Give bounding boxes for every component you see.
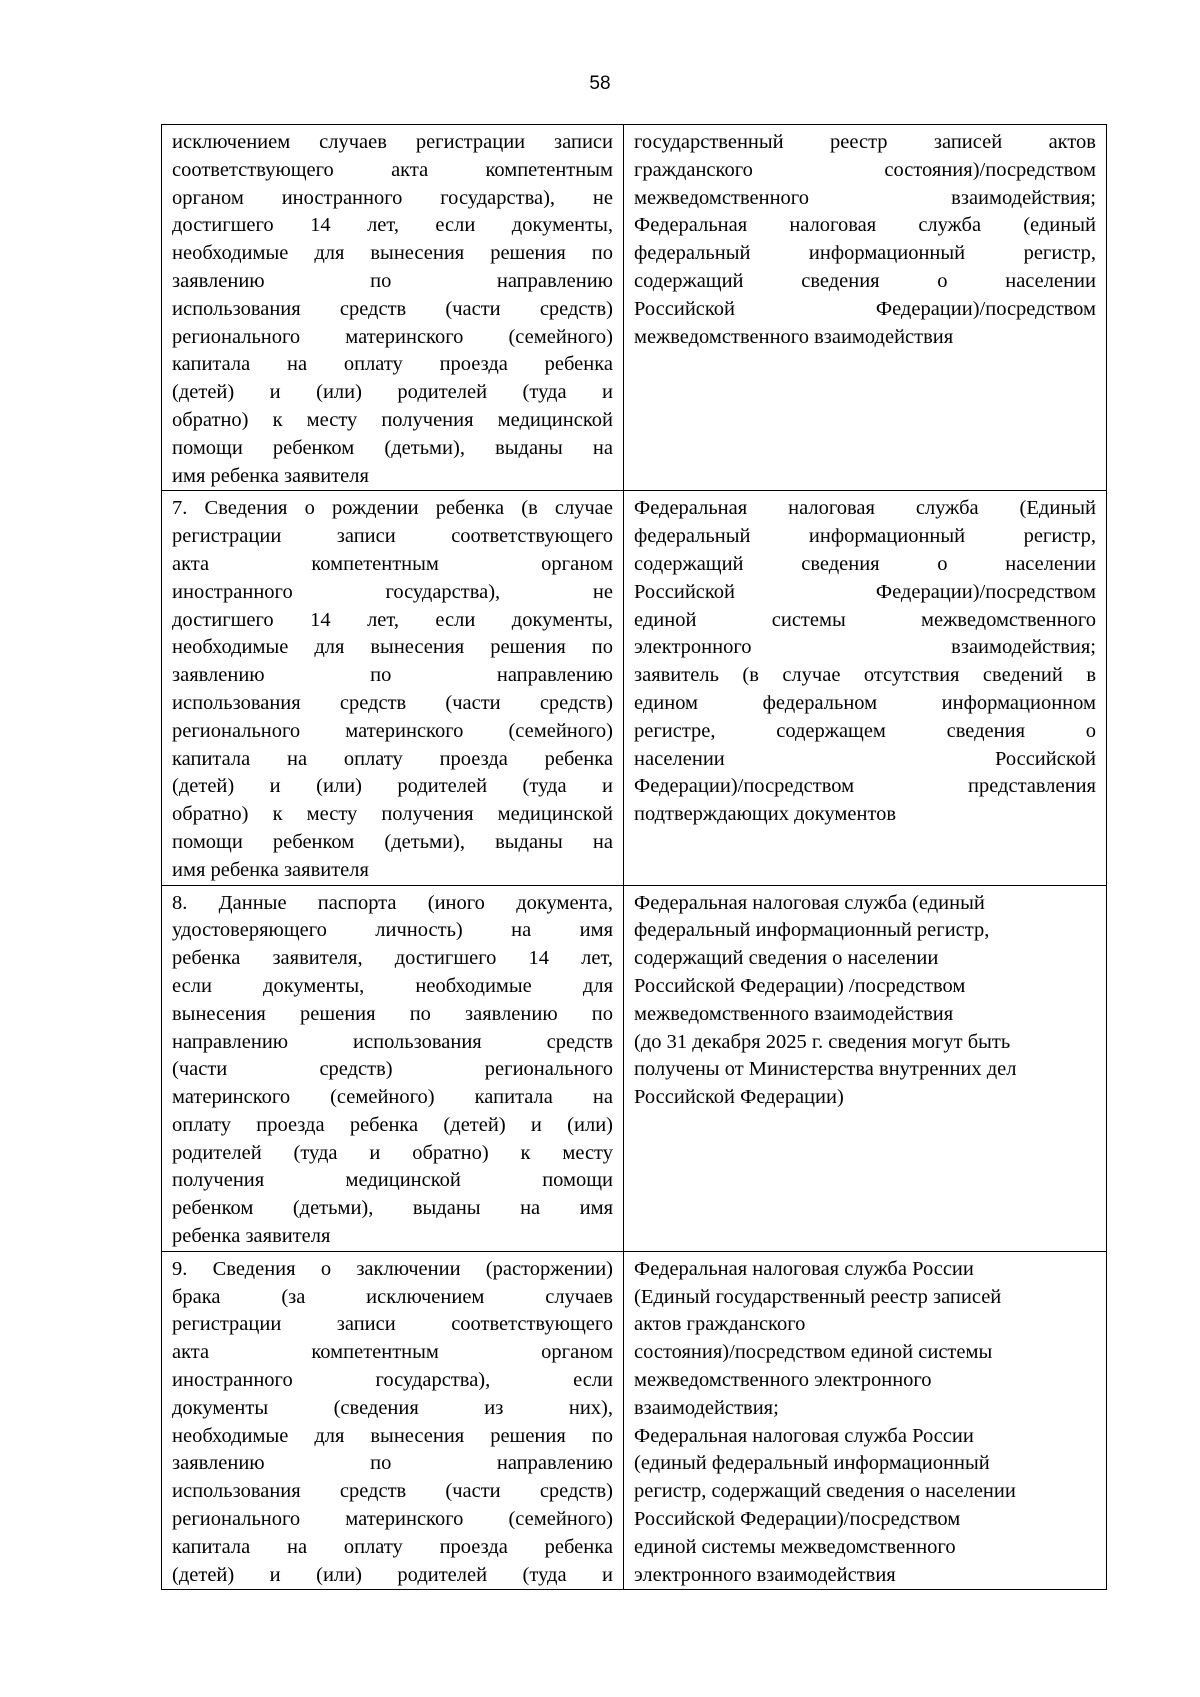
cell-text-line: (детей) и (или) родителей (туда и xyxy=(172,775,613,798)
cell-text-line: Российской Федерации)/посредством xyxy=(634,297,1096,320)
cell-text-line: Российской Федерации) xyxy=(634,1086,844,1109)
cell-text-line: необходимые для вынесения решения по xyxy=(172,242,613,265)
cell-text-line: федеральный информационный регистр, xyxy=(634,525,1096,548)
cell-text-line: получены от Министерства внутренних дел xyxy=(634,1058,1017,1081)
cell-text-line: (Единый государственный реестр записей xyxy=(634,1285,1002,1308)
cell-text-line: (детей) и (или) родителей (туда и xyxy=(172,1563,613,1586)
cell-text-line: заявлению по направлению xyxy=(172,1452,613,1475)
cell-text-line: заявлению по направлению xyxy=(172,664,613,687)
cell-text-line: использования средств (части средств) xyxy=(172,297,613,320)
cell-text-line: ребенка заявителя, достигшего 14 лет, xyxy=(172,947,613,970)
cell-text-line: органом иностранного государства), не xyxy=(172,186,613,209)
cell-text-line: помощи ребенком (детьми), выданы на xyxy=(172,436,613,459)
cell-text-line: документы (сведения из них), xyxy=(172,1396,613,1419)
cell-text-line: (единый федеральный информационный xyxy=(634,1452,990,1475)
document-description-cell xyxy=(162,885,624,1251)
cell-text-line: 8. Данные паспорта (иного документа, xyxy=(172,891,613,914)
requirements-table xyxy=(161,124,1107,1590)
cell-text-line: имя ребенка заявителя xyxy=(172,464,369,487)
cell-text-line: межведомственного взаимодействия; xyxy=(634,186,1096,209)
cell-text-line: капитала на оплату проезда ребенка xyxy=(172,747,613,770)
cell-text-line: брака (за исключением случаев xyxy=(172,1285,613,1308)
cell-text-line: родителей (туда и обратно) к месту xyxy=(172,1141,613,1164)
cell-text-line: материнского (семейного) капитала на xyxy=(172,1086,613,1109)
source-cell xyxy=(624,125,1107,491)
cell-text-line: единой системы межведомственного xyxy=(634,608,1096,631)
cell-text-line: содержащий сведения о населении xyxy=(634,269,1096,292)
cell-text-line: Российской Федерации)/посредством xyxy=(634,580,1096,603)
cell-text-line: (до 31 декабря 2025 г. сведения могут быть xyxy=(634,1030,1011,1053)
cell-text-line: вынесения решения по заявлению по xyxy=(172,1002,613,1025)
cell-text-line: соответствующего акта компетентным xyxy=(172,158,613,181)
cell-text-line: регистрации записи соответствующего xyxy=(172,525,613,548)
cell-text-line: Федеральная налоговая служба России xyxy=(634,1424,974,1447)
cell-text-line: единой системы межведомственного xyxy=(634,1535,956,1558)
cell-text-line: регистре, содержащем сведения о xyxy=(634,719,1096,742)
cell-text-line: 9. Сведения о заключении (расторжении) xyxy=(172,1257,613,1280)
cell-text-line: Федеральная налоговая служба (единый xyxy=(634,891,985,914)
cell-text-line: содержащий сведения о населении xyxy=(634,947,939,970)
cell-text-line: акта компетентным органом xyxy=(172,552,613,575)
cell-text-line: удостоверяющего личность) на имя xyxy=(172,919,613,942)
cell-text-line: подтверждающих документов xyxy=(634,803,897,826)
cell-text-line: необходимые для вынесения решения по xyxy=(172,1424,613,1447)
cell-text-line: регионального материнского (семейного) xyxy=(172,719,613,742)
cell-text-line: имя ребенка заявителя xyxy=(172,858,369,881)
cell-text-line: исключением случаев регистрации записи xyxy=(172,131,613,153)
cell-text-line: использования средств (части средств) xyxy=(172,691,613,714)
cell-text-line: если документы, необходимые для xyxy=(172,974,613,997)
cell-text-line: оплату проезда ребенка (детей) и (или) xyxy=(172,1113,613,1136)
cell-text-line: Российской Федерации)/посредством xyxy=(634,1508,961,1531)
source-cell xyxy=(624,1251,1107,1590)
cell-text-line: необходимые для вынесения решения по xyxy=(172,636,613,659)
cell-text-line: (части средств) регионального xyxy=(172,1058,613,1081)
document-description-cell xyxy=(162,125,624,491)
cell-text-line: населении Российской xyxy=(634,747,1096,770)
cell-text-line: капитала на оплату проезда ребенка xyxy=(172,1535,613,1558)
cell-text-line: заявлению по направлению xyxy=(172,269,613,292)
cell-text-line: (детей) и (или) родителей (туда и xyxy=(172,381,613,404)
cell-text-line: межведомственного электронного xyxy=(634,1369,932,1392)
cell-text-line: федеральный информационный регистр, xyxy=(634,919,990,942)
table-row xyxy=(162,885,1107,1251)
source-cell xyxy=(624,885,1107,1251)
cell-text-line: ребенка заявителя xyxy=(172,1225,331,1248)
cell-text-line: ребенком (детьми), выданы на имя xyxy=(172,1197,613,1220)
cell-text-line: актов гражданского xyxy=(634,1313,806,1336)
source-cell xyxy=(624,491,1107,885)
cell-text-line: государственный реестр записей актов xyxy=(634,131,1096,153)
cell-text-line: направлению использования средств xyxy=(172,1030,613,1053)
cell-text-line: Федеральная налоговая служба (Единый xyxy=(634,497,1096,520)
cell-text-line: 7. Сведения о рождении ребенка (в случае xyxy=(172,497,613,520)
cell-text-line: заявитель (в случае отсутствия сведений в xyxy=(634,664,1096,687)
cell-text-line: иностранного государства), если xyxy=(172,1369,613,1392)
cell-text-line: акта компетентным органом xyxy=(172,1341,613,1364)
cell-text-line: электронного взаимодействия xyxy=(634,1563,896,1586)
cell-text-line: обратно) к месту получения медицинской xyxy=(172,408,613,431)
table-row xyxy=(162,491,1107,885)
cell-text-line: федеральный информационный регистр, xyxy=(634,242,1096,265)
cell-text-line: Федеральная налоговая служба (единый xyxy=(634,214,1096,237)
document-description-cell xyxy=(162,491,624,885)
document-description-cell xyxy=(162,1251,624,1590)
cell-text-line: иностранного государства), не xyxy=(172,580,613,603)
cell-text-line: достигшего 14 лет, если документы, xyxy=(172,214,613,237)
cell-text-line: межведомственного взаимодействия xyxy=(634,1002,954,1025)
cell-text-line: гражданского состояния)/посредством xyxy=(634,158,1096,181)
cell-text-line: электронного взаимодействия; xyxy=(634,636,1096,659)
cell-text-line: капитала на оплату проезда ребенка xyxy=(172,353,613,376)
cell-text-line: регионального материнского (семейного) xyxy=(172,1508,613,1531)
cell-text-line: достигшего 14 лет, если документы, xyxy=(172,608,613,631)
cell-text-line: Федерации)/посредством представления xyxy=(634,775,1096,798)
cell-text-line: Российской Федерации) /посредством xyxy=(634,974,966,997)
cell-text-line: получения медицинской помощи xyxy=(172,1169,613,1192)
cell-text-line: межведомственного взаимодействия xyxy=(634,325,954,348)
cell-text-line: регистрации записи соответствующего xyxy=(172,1313,613,1336)
cell-text-line: Федеральная налоговая служба России xyxy=(634,1257,974,1280)
page-number: 58 xyxy=(589,73,611,94)
table-row xyxy=(162,1251,1107,1590)
cell-text-line: состояния)/посредством единой системы xyxy=(634,1341,993,1364)
cell-text-line: регистр, содержащий сведения о населении xyxy=(634,1480,1016,1503)
cell-text-line: обратно) к месту получения медицинской xyxy=(172,803,613,826)
cell-text-line: едином федеральном информационном xyxy=(634,691,1096,714)
cell-text-line: помощи ребенком (детьми), выданы на xyxy=(172,830,613,853)
cell-text-line: использования средств (части средств) xyxy=(172,1480,613,1503)
cell-text-line: содержащий сведения о населении xyxy=(634,552,1096,575)
cell-text-line: регионального материнского (семейного) xyxy=(172,325,613,348)
table-row xyxy=(162,125,1107,491)
cell-text-line: взаимодействия; xyxy=(634,1396,779,1419)
